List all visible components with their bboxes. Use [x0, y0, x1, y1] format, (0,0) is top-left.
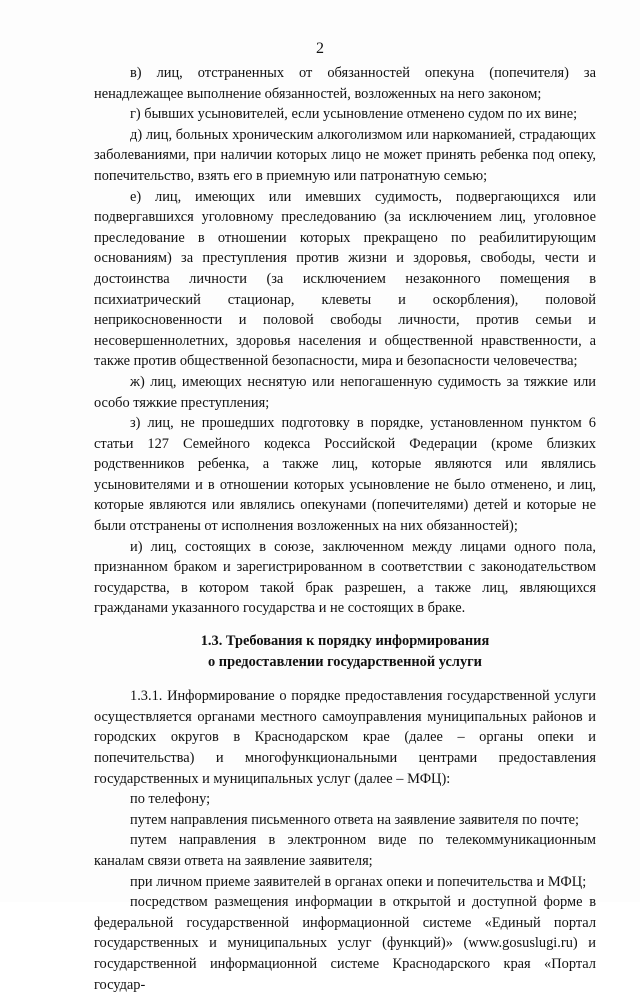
- list-item-v: в) лиц, отстраненных от обязанностей опекуна (попечителя) за ненадлежащее выполнение обязанностей, возложенных на него законом;: [94, 65, 596, 102]
- method-electronic: путем направления в электронном виде по телекоммуникационным каналам связи ответа на заявление заявителя;: [94, 832, 596, 869]
- paragraph-1-3-1: 1.3.1. Информирование о порядке предоставления государственной услуги осуществляется органами местного самоуправления муниципальных районов и городских округов в Краснодарском крае (далее – органы опеки и попечительства) и многофункциональными центрами предоставления государственных и муниципальных услуг (далее – МФЦ):: [94, 688, 596, 787]
- list-item-i: и) лиц, состоящих в союзе, заключенном между лицами одного пола, признанном браком и зарегистрированном в соответствии с законодательством государства, в котором такой брак разрешен, а также лиц, являющихся гражданами указанного государства и не состоящих в браке.: [94, 538, 596, 617]
- method-portal: посредством размещения информации в открытой и доступной форме в федеральной государственной информационной системе «Единый портал государственных и муниципальных услуг (функций)» (www.gosuslugi.ru) и государственной информационной системе Краснодарского края «Портал государ-: [94, 894, 596, 993]
- method-phone: по телефону;: [130, 791, 211, 808]
- page-number: 2: [316, 40, 324, 57]
- document-body: [94, 63, 596, 995]
- list-item-zh: ж) лиц, имеющих неснятую или непогашенную судимость за тяжкие или особо тяжкие преступления;: [94, 373, 596, 411]
- section-heading: [94, 631, 596, 672]
- method-in-person: при личном приеме заявителей в органах опеки и попечительства и МФЦ;: [130, 873, 587, 890]
- list-item-e: е) лиц, имеющих или имевших судимость, подвергающихся или подвергавшихся уголовному преследованию (за исключением лиц, уголовное преследование в отношении которых прекращено по реабилитирующим основаниям) за преступления против жизни и здоровья, свободы, чести и достоинства личности (за исключением незаконного помещения в психиатрический стационар, клеветы и оскорбления), половой неприкосновенности и половой свободы личности, против семьи и несовершеннолетних, здоровья населения и общественной нравственности, а также против общественной безопасности, мира и безопасности человечества;: [94, 188, 596, 370]
- section-heading-line1: 1.3. Требования к порядку информирования: [200, 633, 490, 650]
- section-heading-line2: о предоставлении государственной услуги: [208, 653, 482, 670]
- list-item-d: д) лиц, больных хроническим алкоголизмом или наркоманией, страдающих заболеваниями, при наличии которых лицо не может принять ребенка под опеку, попечительство, взять его в приемную или патронатную семью;: [94, 126, 596, 184]
- list-item-z: з) лиц, не прошедших подготовку в порядке, установленном пунктом 6 статьи 127 Семейного кодекса Российской Федерации (кроме близких родственников ребенка, а также лиц, которые являются или являлись усыновителями и в отношении которых усыновление не было отменено, и лиц, которые являются или являлись опекунами (попечителями) детей и которые не были отстранены от исполнения возложенных на них обязанностей);: [94, 415, 596, 535]
- list-item-g: г) бывших усыновителей, если усыновление отменено судом по их вине;: [130, 106, 578, 123]
- method-mail: путем направления письменного ответа на заявление заявителя по почте;: [130, 811, 580, 828]
